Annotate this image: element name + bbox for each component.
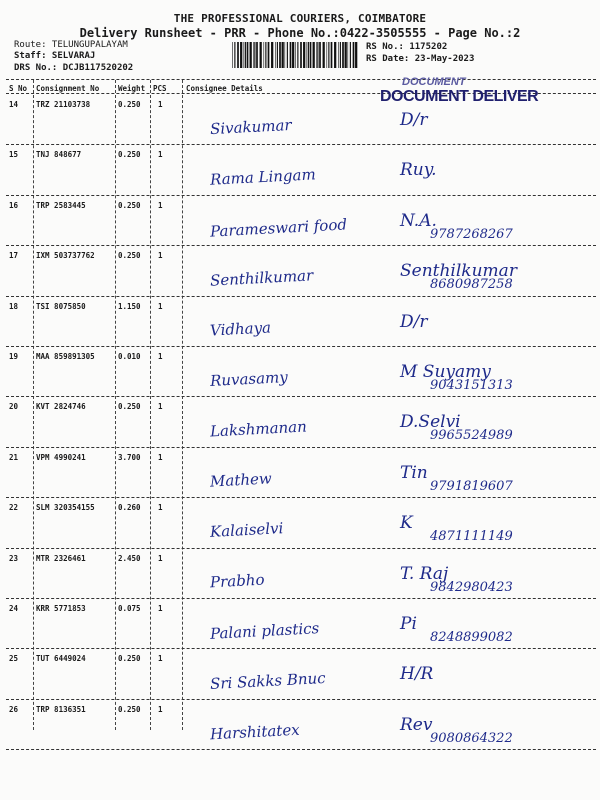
row-signature: Rev <box>400 714 433 735</box>
row-weight: 0.250 <box>118 704 141 714</box>
row-weight: 0.250 <box>118 251 141 261</box>
row-pcs: 1 <box>158 301 163 311</box>
col-pcs: PCS <box>153 84 167 93</box>
row-consignee-name: Lakshmanan <box>209 417 308 441</box>
row-sno: 24 <box>9 604 19 613</box>
row-receiver-phone: 8248899082 <box>430 630 513 645</box>
row-signature: D.Selvi <box>400 412 461 433</box>
row-sno: 15 <box>9 150 19 160</box>
row-weight: 0.075 <box>118 604 141 613</box>
runsheet-title: Delivery Runsheet - PRR - Phone No.:0422-3505555 - Page No.:2 <box>79 26 521 40</box>
staff-label: Staff: SELVARAJ <box>14 51 96 61</box>
row-separator <box>6 346 596 347</box>
row-separator <box>6 648 596 649</box>
row-weight: 3.700 <box>118 452 141 462</box>
row-sno: 14 <box>9 100 19 109</box>
row-pcs: 1 <box>158 704 163 714</box>
row-pcs: 1 <box>158 100 163 109</box>
row-sno: 26 <box>9 704 19 714</box>
row-pcs: 1 <box>158 402 163 412</box>
row-consignee-name: Rama Lingam <box>209 165 317 190</box>
row-pcs: 1 <box>158 604 163 613</box>
row-consignment-no: SLM 320354155 <box>36 503 95 513</box>
row-consignment-no: IXM 503737762 <box>36 251 95 261</box>
row-consignee-name: Kalaiselvi <box>209 519 284 542</box>
row-consignee-name: Harshitatex <box>209 720 301 744</box>
row-consignee-name: Vidhaya <box>209 318 272 340</box>
col-weight: Weight <box>118 84 146 93</box>
row-weight: 0.250 <box>118 654 141 664</box>
rs-date: RS Date: 23-May-2023 <box>366 54 475 64</box>
column-divider <box>182 80 183 730</box>
row-pcs: 1 <box>158 503 163 513</box>
col-sno: S No <box>9 84 28 93</box>
row-weight: 0.260 <box>118 503 141 513</box>
row-weight: 0.250 <box>118 200 141 210</box>
row-consignee-name: Prabho <box>209 570 265 592</box>
row-signature: N.A. <box>400 210 437 231</box>
row-consignment-no: TUT 6449024 <box>36 654 86 664</box>
row-consignment-no: MAA 859891305 <box>36 352 95 361</box>
row-consignment-no: MTR 2326461 <box>36 553 86 563</box>
row-receiver-phone: 9965524989 <box>430 428 513 444</box>
row-signature: K <box>400 513 413 534</box>
row-weight: 0.250 <box>118 150 141 160</box>
row-pcs: 1 <box>158 553 163 563</box>
row-consignment-no: TSI 8075850 <box>36 301 86 311</box>
row-sno: 25 <box>9 654 19 664</box>
header-rule-top <box>6 79 596 80</box>
row-separator <box>6 144 596 145</box>
row-separator <box>6 296 596 297</box>
row-pcs: 1 <box>158 150 163 160</box>
row-pcs: 1 <box>158 452 163 462</box>
row-sno: 19 <box>9 352 19 361</box>
row-separator <box>6 497 596 498</box>
row-consignment-no: VPM 4990241 <box>36 452 86 462</box>
row-sno: 21 <box>9 452 19 462</box>
column-divider <box>150 80 151 730</box>
row-separator <box>6 195 596 196</box>
row-sno: 17 <box>9 251 19 261</box>
row-receiver-phone: 9043151313 <box>430 378 513 393</box>
row-sno: 16 <box>9 200 19 210</box>
row-consignee-name: Sri Sakks Bnuc <box>209 669 327 694</box>
row-consignment-no: TRP 2583445 <box>36 200 86 210</box>
row-separator <box>6 598 596 599</box>
row-consignment-no: KVT 2824746 <box>36 402 86 412</box>
row-weight: 0.250 <box>118 100 141 109</box>
row-separator <box>6 396 596 397</box>
row-receiver-phone: 9842980423 <box>430 579 513 595</box>
row-consignee-name: Parameswari food <box>209 215 348 241</box>
row-receiver-phone: 8680987258 <box>430 277 513 293</box>
row-consignee-name: Sivakumar <box>209 115 292 139</box>
row-sno: 22 <box>9 503 19 513</box>
drs-number: DRS No.: DCJB117520202 <box>14 63 134 73</box>
rs-number: RS No.: 1175202 <box>366 42 448 52</box>
row-separator <box>6 699 596 700</box>
row-signature: Tin <box>400 462 428 483</box>
document-delivered-stamp: DOCUMENT DOCUMENT DELIVER <box>380 76 539 105</box>
row-consignment-no: TRP 8136351 <box>36 704 86 714</box>
row-signature: M Suyamy <box>400 362 491 382</box>
row-sno: 18 <box>9 301 19 311</box>
column-divider <box>33 80 34 730</box>
row-separator <box>6 548 596 549</box>
row-signature: Ruy. <box>400 160 437 181</box>
row-separator <box>6 245 596 246</box>
row-pcs: 1 <box>158 654 163 664</box>
row-pcs: 1 <box>158 352 163 361</box>
row-separator <box>6 749 596 750</box>
col-consignee: Consignee Details <box>186 84 263 93</box>
row-consignee-name: Mathew <box>209 469 273 491</box>
column-divider <box>115 80 116 730</box>
company-title: THE PROFESSIONAL COURIERS, COIMBATORE <box>173 12 427 25</box>
row-signature: Senthilkumar <box>400 261 517 282</box>
col-consignment: Consignment No <box>36 84 100 93</box>
row-consignment-no: TRZ 21103738 <box>36 100 91 109</box>
row-pcs: 1 <box>158 251 163 261</box>
barcode-icon <box>232 42 360 68</box>
row-signature: Pi <box>400 614 417 634</box>
row-sno: 20 <box>9 402 19 412</box>
row-consignee-name: Palani plastics <box>209 619 320 643</box>
row-weight: 0.250 <box>118 402 141 412</box>
row-pcs: 1 <box>158 200 163 210</box>
row-separator <box>6 447 596 448</box>
row-consignment-no: TNJ 848677 <box>36 150 82 160</box>
row-signature: H/R <box>400 664 434 685</box>
row-receiver-phone: 9791819607 <box>430 478 513 494</box>
row-weight: 1.150 <box>118 301 141 311</box>
row-consignment-no: KRR 5771853 <box>36 604 86 613</box>
row-weight: 2.450 <box>118 553 141 563</box>
row-receiver-phone: 9787268267 <box>430 226 513 242</box>
row-receiver-phone: 9080864322 <box>430 730 513 746</box>
row-weight: 0.010 <box>118 352 141 361</box>
row-receiver-phone: 4871111149 <box>430 529 513 545</box>
row-signature: T. Raj <box>400 563 449 584</box>
row-consignee-name: Ruvasamy <box>209 367 289 391</box>
row-signature: D/r <box>400 311 428 332</box>
row-sno: 23 <box>9 553 19 563</box>
row-signature: D/r <box>400 110 428 130</box>
route-label: Route: TELUNGUPALAYAM <box>14 40 128 50</box>
row-consignee-name: Senthilkumar <box>209 266 314 290</box>
